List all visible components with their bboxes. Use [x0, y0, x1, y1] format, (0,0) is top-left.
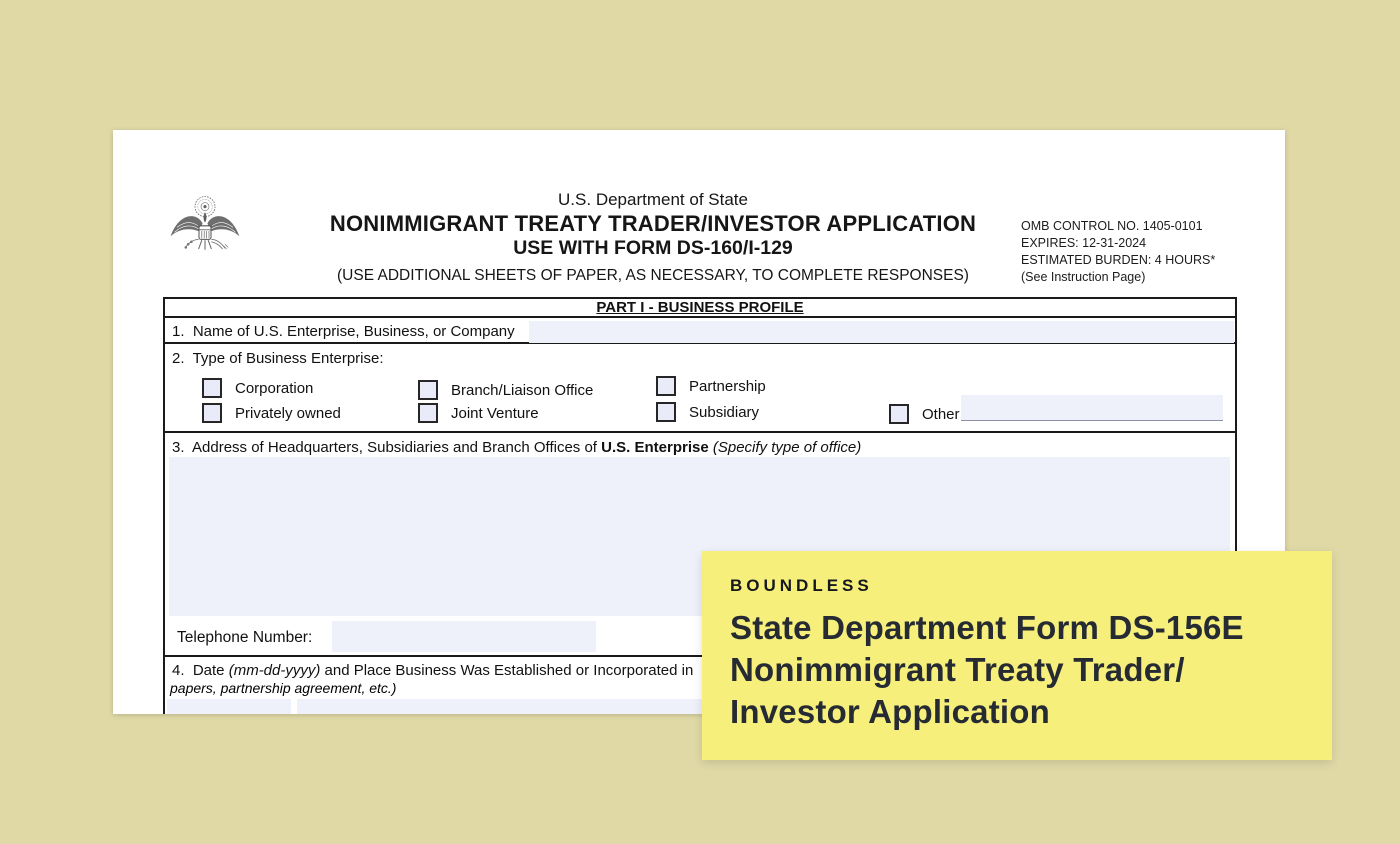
option-corporation [202, 378, 313, 398]
partnership-checkbox[interactable] [656, 376, 676, 396]
corporation-label: Corporation [235, 379, 314, 397]
form-instruction: (USE ADDITIONAL SHEETS OF PAPER, AS NECESSARY, TO COMPLETE RESPONSES) [337, 267, 969, 284]
branch-liaison-office-label: Branch/Liaison Office [451, 381, 594, 399]
partnership-label: Partnership [689, 377, 766, 395]
omb-control-no: OMB CONTROL NO. 1405-0101 [1021, 219, 1203, 233]
q4-date-input[interactable] [167, 699, 291, 714]
card-title-line-1: State Department Form DS-156E [730, 609, 1244, 646]
form-header [243, 190, 1063, 285]
part1-header-row [165, 299, 1235, 318]
other-label: Other [922, 405, 960, 423]
option-privately-owned [202, 403, 341, 423]
card-title-line-3: Investor Application [730, 693, 1050, 730]
omb-expires: EXPIRES: 12-31-2024 [1021, 236, 1147, 250]
field-2-row [165, 346, 1235, 433]
joint-venture-label: Joint Venture [451, 404, 539, 422]
omb-block [1021, 218, 1283, 286]
subsidiary-checkbox[interactable] [656, 402, 676, 422]
other-specify-input[interactable] [961, 395, 1223, 421]
privately-owned-checkbox[interactable] [202, 403, 222, 423]
omb-see-note: (See Instruction Page) [1021, 270, 1146, 284]
form-title: NONIMMIGRANT TREATY TRADER/INVESTOR APPLICATION [329, 211, 977, 236]
corporation-checkbox[interactable] [202, 378, 222, 398]
part1-header-title: PART I - BUSINESS PROFILE [596, 299, 804, 316]
telephone-input[interactable] [332, 621, 596, 652]
q1-company-name-input[interactable] [529, 321, 1234, 343]
telephone-label: Telephone Number: [177, 629, 313, 646]
q4-label-line2: papers, partnership agreement, etc.) [170, 680, 397, 696]
boundless-brand: BOUNDLESS [730, 576, 873, 595]
option-other [889, 404, 960, 424]
subsidiary-label: Subsidiary [689, 403, 760, 421]
omb-burden: ESTIMATED BURDEN: 4 HOURS* [1021, 253, 1216, 267]
q4-place-input[interactable] [297, 699, 723, 714]
q3-label: 3. Address of Headquarters, Subsidiaries and Branch Offices of U.S. Enterprise (Specify type of office) [172, 439, 862, 456]
agency-line: U.S. Department of State [558, 190, 748, 209]
option-partnership [656, 376, 766, 396]
us-great-seal-icon [165, 190, 245, 276]
option-subsidiary [656, 402, 759, 422]
q1-label: 1. Name of U.S. Enterprise, Business, or Company [172, 323, 515, 340]
privately-owned-label: Privately owned [235, 404, 341, 422]
q4-label-line1: 4. Date (mm-dd-yyyy) and Place Business Was Established or Incorporated in [172, 662, 694, 679]
field-1-row [165, 320, 1235, 344]
joint-venture-checkbox[interactable] [418, 403, 438, 423]
branch-liaison-office-checkbox[interactable] [418, 380, 438, 400]
q2-label: 2. Type of Business Enterprise: [172, 350, 384, 367]
card-title [730, 607, 1304, 733]
other-checkbox[interactable] [889, 404, 909, 424]
option-branch-liaison-office [418, 380, 593, 400]
form-subtitle: USE WITH FORM DS-160/I-129 [513, 237, 793, 259]
boundless-card [702, 551, 1332, 760]
card-title-line-2: Nonimmigrant Treaty Trader/ [730, 651, 1185, 688]
option-joint-venture [418, 403, 539, 423]
